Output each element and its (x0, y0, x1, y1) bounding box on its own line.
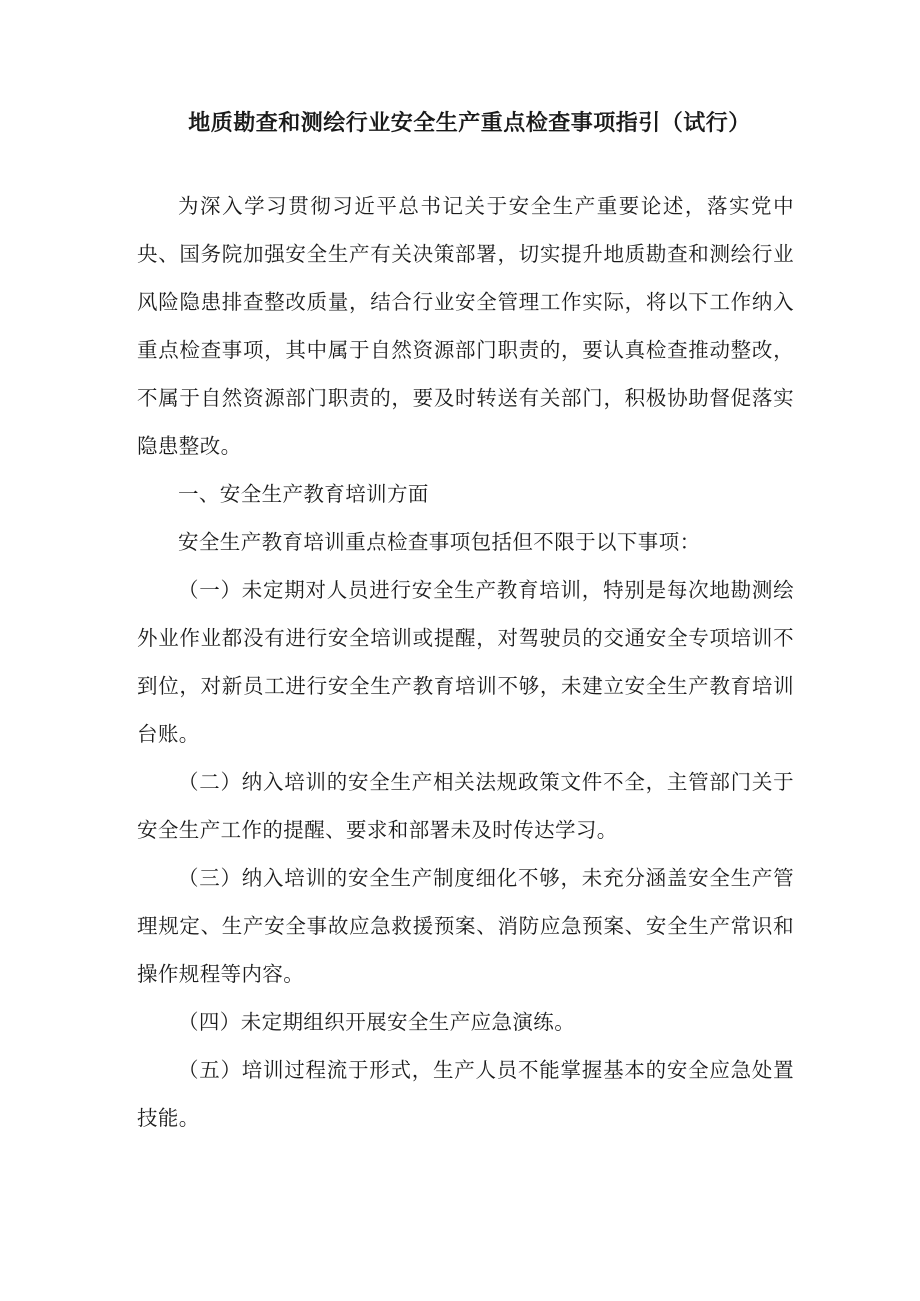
item-paragraph-5: （五）培训过程流于形式，生产人员不能掌握基本的安全应急处置技能。 (137, 1058, 794, 1130)
item-paragraph-4: （四）未定期组织开展安全生产应急演练。 (178, 1010, 576, 1034)
intro-paragraph: 为深入学习贯彻习近平总书记关于安全生产重要论述，落实党中央、国务院加强安全生产有关决策部署，切实提升地质勘查和测绘行业风险隐患排查整改质量，结合行业安全管理工作实际，将以下工作纳入重点检查事项，其中属于自然资源部门职责的，要认真检查推动整改，不属于自然资源部门职责的，要及时转送有关部门，积极协助督促落实隐患整改。 (137, 194, 794, 458)
section-heading-training: 一、安全生产教育培训方面 (178, 482, 429, 506)
document-title: 地质勘查和测绘行业安全生产重点检查事项指引（试行） (188, 111, 751, 136)
item-paragraph-2: （二）纳入培训的安全生产相关法规政策文件不全，主管部门关于安全生产工作的提醒、要求和部署未及时传达学习。 (137, 770, 794, 842)
item-paragraph-3: （三）纳入培训的安全生产制度细化不够，未充分涵盖安全生产管理规定、生产安全事故应急救援预案、消防应急预案、安全生产常识和操作规程等内容。 (137, 866, 794, 986)
section-lead-paragraph: 安全生产教育培训重点检查事项包括但不限于以下事项： (178, 530, 701, 554)
item-paragraph-1: （一）未定期对人员进行安全生产教育培训，特别是每次地勘测绘外业作业都没有进行安全培训或提醒，对驾驶员的交通安全专项培训不到位，对新员工进行安全生产教育培训不够，未建立安全生产教育培训台账。 (137, 578, 794, 746)
